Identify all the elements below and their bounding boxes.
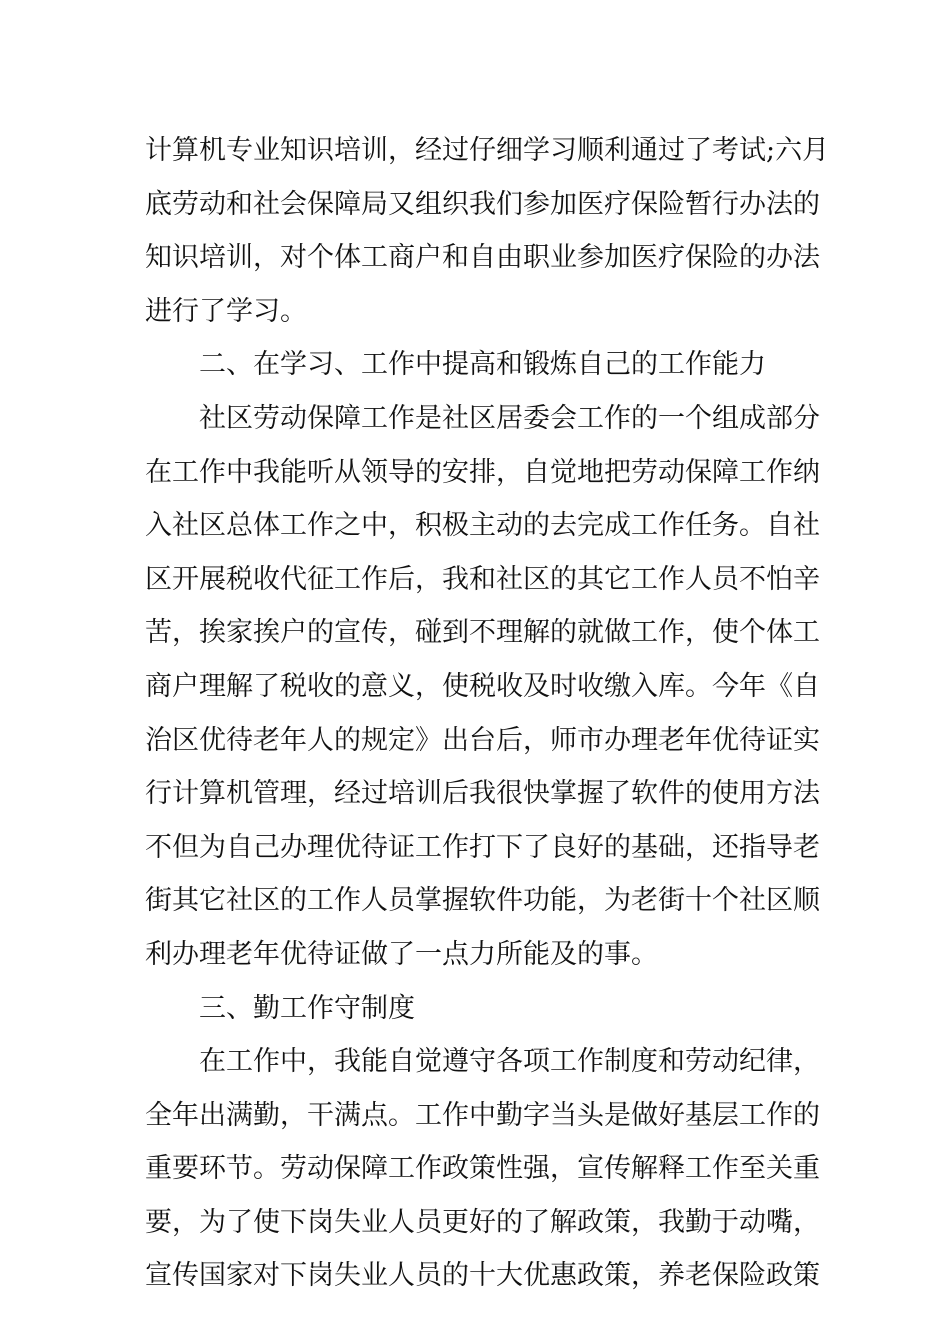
text-line: 区开展税收代征工作后，我和社区的其它工作人员不怕辛: [145, 563, 820, 595]
document-body: [145, 124, 830, 1303]
text-line: 知识培训，对个体工商户和自由职业参加医疗保险的办法: [145, 242, 820, 274]
text-line: 全年出满勤，干满点。工作中勤字当头是做好基层工作的: [145, 1099, 820, 1131]
text-line: 商户理解了税收的意义，使税收及时收缴入库。今年《自: [145, 670, 820, 702]
text-line: 不但为自己办理优待证工作打下了良好的基础，还指导老: [145, 831, 820, 863]
text-line: 治区优待老年人的规定》出台后，师市办理老年优待证实: [145, 724, 820, 756]
text-line: 利办理老年优待证做了一点力所能及的事。: [145, 938, 658, 970]
text-line: 宣传国家对下岗失业人员的十大优惠政策，养老保险政策: [145, 1260, 820, 1292]
text-line: 行计算机管理，经过培训后我很快掌握了软件的使用方法: [145, 778, 820, 810]
text-line: 进行了学习。: [145, 295, 307, 327]
text-line: 要，为了使下岗失业人员更好的了解政策，我勤于动嘴，: [145, 1206, 820, 1238]
text-line: 在工作中我能听从领导的安排，自觉地把劳动保障工作纳: [145, 456, 820, 488]
text-line: 计算机专业知识培训，经过仔细学习顺利通过了考试;六月: [145, 135, 830, 166]
section-heading-2: 二、在学习、工作中提高和锻炼自己的工作能力: [199, 349, 766, 381]
text-line: 苦，挨家挨户的宣传，碰到不理解的就做工作，使个体工: [145, 617, 820, 649]
text-line: 入社区总体工作之中，积极主动的去完成工作任务。自社: [145, 510, 820, 542]
text-line: 重要环节。劳动保障工作政策性强，宣传解释工作至关重: [145, 1153, 820, 1185]
text-line: 街其它社区的工作人员掌握软件功能，为老街十个社区顺: [145, 885, 820, 917]
text-line: 社区劳动保障工作是社区居委会工作的一个组成部分: [199, 402, 820, 434]
text-line: 底劳动和社会保障局又组织我们参加医疗保险暂行办法的: [145, 188, 820, 220]
text-line: 在工作中，我能自觉遵守各项工作制度和劳动纪律，: [199, 1046, 820, 1078]
section-heading-3: 三、勤工作守制度: [199, 992, 415, 1024]
